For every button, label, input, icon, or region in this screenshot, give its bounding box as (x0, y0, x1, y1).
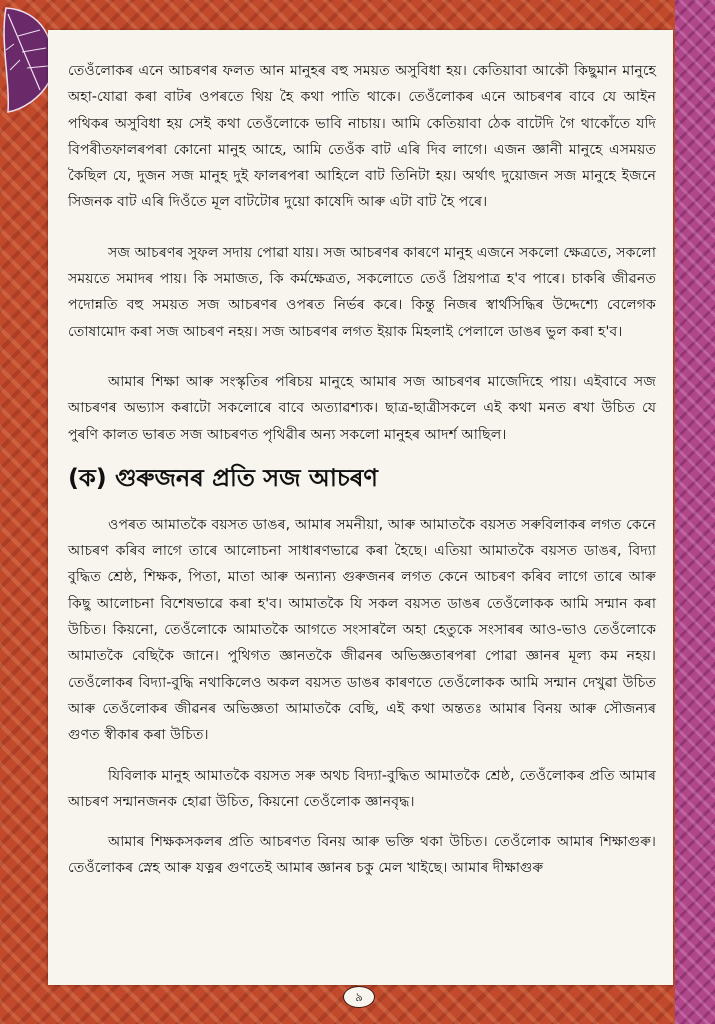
paragraph: ওপৰত আমাতকৈ বয়সত ডাঙৰ, আমাৰ সমনীয়া, আৰু আমাতকৈ বয়সত সৰুবিলাকৰ লগত কেনে আচৰণ কৰিব লাগে তাৰে আলোচনা সাধাৰণভাৱে কৰা হৈছে। এতিয়া আমাতকৈ বয়সত ডাঙৰ, বিদ্যা বুদ্ধিত শ্ৰেষ্ঠ, শিক্ষক, পিতা, মাতা আৰু অন্যান্য গুৰুজনৰ লগত কেনে আচৰণ কৰিব লাগে তাৰে আৰু কিছু আলোচনা বিশেষভাৱে কৰা হ'ব। আমাতকৈ যি সকল বয়সত ডাঙৰ তেওঁলোকক আমি সন্মান কৰা উচিত। কিয়নো, তেওঁলোকে আমাতকৈ আগতে সংসাৰলৈ অহা হেতুকে সংসাৰৰ আও-ভাও তেওঁলোকে আমাতকৈ বেছিকৈ জানে। পুথিগত জ্ঞানতকৈ জীৱনৰ অভিজ্ঞতাৰপৰা পোৱা জ্ঞানৰ মূল্য কম নহয়। তেওঁলোকৰ বিদ্যা-বুদ্ধি নথাকিলেও অকল বয়সত ডাঙৰ কাৰণতে তেওঁলোকক আমি সন্মান দেখুৱা উচিত আৰু তেওঁলোকৰ জীৱনৰ অভিজ্ঞতা আমাতকৈ বেছি, এই কথা অন্ততঃ আমাৰ বিনয় আৰু সৌজন্যৰ গুণত স্বীকাৰ কৰা উচিত। (68, 516, 656, 744)
paragraph: আমাৰ শিক্ষকসকলৰ প্ৰতি আচৰণত বিনয় আৰু ভক্তি থকা উচিত। তেওঁলোক আমাৰ শিক্ষাগুৰু। তেওঁলোকৰ স্নেহ আৰু যত্নৰ গুণতেই আমাৰ জ্ঞানৰ চকু মেল খাইছে। আমাৰ দীক্ষাগুৰু (68, 834, 656, 877)
paragraph: সজ আচৰণৰ সুফল সদায় পোৱা যায়। সজ আচৰণৰ কাৰণে মানুহ এজনে সকলো ক্ষেত্ৰতে, সকলো সময়তে সমাদৰ পায়। কি সমাজত, কি কৰ্মক্ষেত্ৰত, সকলোতে তেওঁ প্ৰিয়পাত্ৰ হ'ব পাৰে। চাকৰি জীৱনত পদোন্নতি বহু সময়ত সজ আচৰণৰ ওপৰত নিৰ্ভৰ কৰে। কিন্তু নিজৰ স্বাৰ্থসিদ্ধিৰ উদ্দেশ্যে বেলেগক তোষামোদ কৰা সজ আচৰণ নহয়। সজ আচৰণৰ লগত ইয়াক মিহলাই পেলালে ডাঙৰ ভুল কৰা হ'ব। (68, 244, 656, 340)
page-number: ৯ (343, 986, 375, 1008)
decorative-border-right (675, 0, 715, 1024)
page-content (68, 58, 656, 882)
paragraph: আমাৰ শিক্ষা আৰু সংস্কৃতিৰ পৰিচয় মানুহে আমাৰ সজ আচৰণৰ মাজেদিহে পায়। এইবাবে সজ আচৰণৰ অভ্যাস কৰাটো সকলোৰে বাবে অত্যাৱশ্যক। ছাত্ৰ-ছাত্ৰীসকলে এই কথা মনত ৰখা উচিত যে পুৰণি কালত ভাৰত সজ আচৰণত পৃথিৱীৰ অন্য সকলো মানুহৰ আদৰ্শ আছিল। (68, 373, 656, 443)
paragraph: যিবিলাক মানুহ আমাতকৈ বয়সত সৰু অথচ বিদ্যা-বুদ্ধিত আমাতকৈ শ্ৰেষ্ঠ, তেওঁলোকৰ প্ৰতি আমাৰ আচৰণ সন্মানজনক হোৱা উচিত, কিয়নো তেওঁলোক জ্ঞানবৃদ্ধ। (68, 767, 656, 810)
paragraph: তেওঁলোকৰ এনে আচৰণৰ ফলত আন মানুহৰ বহু সময়ত অসুবিধা হয়। কেতিয়াবা আকৌ কিছুমান মানুহে অহা-যোৱা কৰা বাটৰ ওপৰতে থিয় হৈ কথা পাতি থাকে। তেওঁলোকৰ এনে আচৰণৰ বাবে যে আইন পথিকৰ অসুবিধা হয় সেই কথা তেওঁলোকে ভাবি নাচায়। আমি কেতিয়াবা ঠেক বাটেদি গৈ থাকোঁতে যদি বিপৰীতফালৰপৰা কোনো মানুহ আহে, আমি তেওঁক বাট এৰি দিব লাগে। এজন জ্ঞানী মানুহে এসময়ত কৈছিল যে, দুজন সজ মানুহ দুই ফালৰপৰা আহিলে বাট তিনিটা হয়। অৰ্থাৎ দুয়োজন সজ মানুহে ইজনে সিজনক বাট এৰি দিওঁতে মূল বাটটোৰ দুয়ো কাষেদি আৰু এটা বাট হৈ পৰে। (68, 63, 656, 211)
section-heading: (ক) গুৰুজনৰ প্ৰতি সজ আচৰণ (68, 463, 378, 492)
book-page (48, 30, 673, 985)
